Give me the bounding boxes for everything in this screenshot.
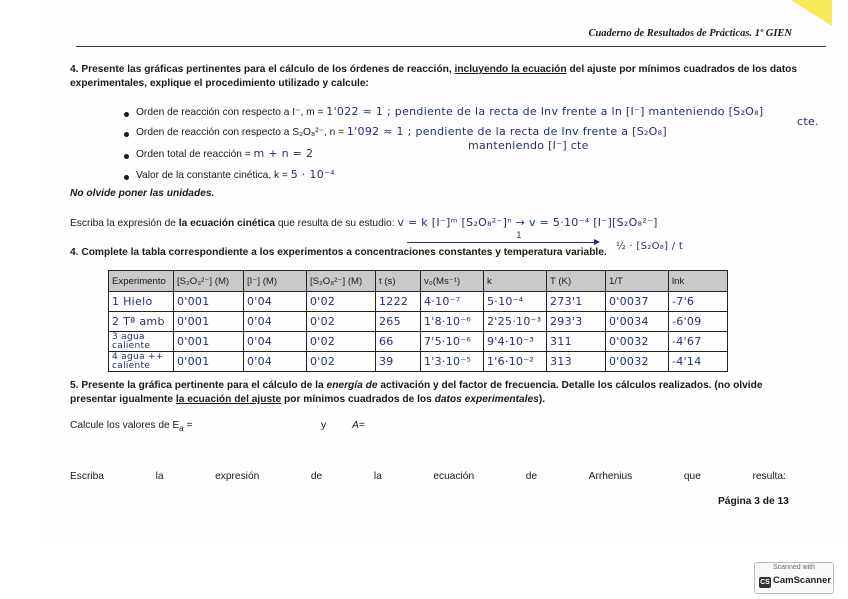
bullet-order-total xyxy=(136,147,313,162)
table-header-cell: [S₂O₈²⁻] (M) xyxy=(307,271,376,292)
bullet-dot xyxy=(124,132,129,137)
calc-ea-line xyxy=(70,419,193,436)
table-cell: 4·10⁻⁷ xyxy=(421,292,484,312)
q5-text-4: por mínimos cuadrados de los xyxy=(284,394,432,405)
page-total: 13 xyxy=(777,496,789,507)
bullet-dot xyxy=(124,154,129,159)
bullet-order-s2o8-answer: 1'092 ≈ 1 ; pendiente de la recta de lnv frente a [S₂O₈] xyxy=(346,125,667,138)
q4a-text-2: del ajuste por mínimos cuadrados de los datos xyxy=(569,64,798,75)
q5-number: 5. xyxy=(70,380,79,391)
camscanner-logo-icon: CS xyxy=(760,579,770,586)
table-cell: -6'09 xyxy=(669,312,728,332)
bullet-dot xyxy=(124,175,129,180)
table-cell: 293'3 xyxy=(547,312,606,332)
kinetic-equation-answer: v = k [I⁻]ᵐ [S₂O₈²⁻]ⁿ → v = 5·10⁻⁴ [I⁻][S₂O₈²⁻] xyxy=(397,216,658,229)
calc-ea-prefix: Calcule los valores de E xyxy=(70,420,180,431)
q5-text-italic-2: datos experimentales xyxy=(434,394,539,405)
q4a-text-underlined: incluyendo la ecuación xyxy=(454,64,567,75)
table-header-cell: k xyxy=(484,271,547,292)
table-cell: 0'04 xyxy=(244,352,307,372)
table-cell: 313 xyxy=(547,352,606,372)
table-cell: 0'02 xyxy=(307,312,376,332)
arrhenius-line xyxy=(70,470,786,484)
units-reminder: No olvide poner las unidades. xyxy=(70,188,215,199)
table-cell: 0'001 xyxy=(174,332,244,352)
table-header-cell: Experimento xyxy=(109,271,174,292)
kinetic-prefix: Escriba la expresión de xyxy=(70,218,176,229)
table-cell: 0'001 xyxy=(174,312,244,332)
table-cell: 9'4·10⁻³ xyxy=(484,332,547,352)
table-cell: 311 xyxy=(547,332,606,352)
bullet-order-total-label: Orden total de reacción = xyxy=(136,149,251,160)
header-rule xyxy=(76,46,826,47)
table-header-cell: [I⁻] (M) xyxy=(244,271,307,292)
q5-paragraph xyxy=(70,379,790,407)
table-header-cell: T (K) xyxy=(547,271,606,292)
table-cell: 39 xyxy=(376,352,421,372)
arrhenius-word: que xyxy=(683,471,701,482)
table-header-cell: v₀(Ms⁻¹) xyxy=(421,271,484,292)
kinetic-bold: la ecuación cinética xyxy=(178,218,276,229)
calc-a-label: A= xyxy=(352,420,365,431)
table-header-cell: lnk xyxy=(669,271,728,292)
table-cell: 2'25·10⁻³ xyxy=(484,312,547,332)
table-row xyxy=(109,352,728,372)
bullet-order-s2o8 xyxy=(136,125,667,140)
calc-ea-sub: a xyxy=(179,424,184,434)
arrhenius-word: expresión xyxy=(215,471,260,482)
q5-text-italic: energía de xyxy=(326,380,378,391)
table-cell: 0'04 xyxy=(244,332,307,352)
table-cell: 273'1 xyxy=(547,292,606,312)
q4a-text-3: experimentales, explique el procedimiento utilizado y calcule: xyxy=(70,78,369,89)
q4a-text-1: Presente las gráficas pertinentes para el cálculo de los órdenes de reacción, xyxy=(81,64,452,75)
table-cell: 0'02 xyxy=(307,332,376,352)
table-cell: 1 Hielo xyxy=(109,292,174,312)
q4b-number: 4. xyxy=(70,247,79,258)
annotation-top: 1 xyxy=(516,231,523,241)
arrhenius-word: la xyxy=(373,471,382,482)
table-cell: 66 xyxy=(376,332,421,352)
arrhenius-word: de xyxy=(525,471,538,482)
bullet-order-i-answer-cont: cte. xyxy=(797,115,819,128)
table-header-cell: 1/T xyxy=(606,271,669,292)
table-header-cell: t (s) xyxy=(376,271,421,292)
table-cell: -4'67 xyxy=(669,332,728,352)
table-cell: 3 agua caliente xyxy=(109,332,174,352)
table-row xyxy=(109,312,728,332)
page-header: Cuaderno de Resultados de Prácticas. 1º GIEN xyxy=(588,28,792,39)
q5-text-2: activación y del factor de frecuencia. Detalle los cálculos realizados. (no olvide xyxy=(380,380,763,391)
scanner-line1: Scanned with xyxy=(772,564,816,571)
arrhenius-word: de xyxy=(310,471,323,482)
bullet-order-total-answer: m + n = 2 xyxy=(253,147,314,160)
bullet-order-s2o8-label: Orden de reacción con respecto a S₂O₈²⁻, n = xyxy=(136,127,345,138)
q4b-text: Complete la tabla correspondiente a los experimentos a concentraciones constantes y temperatura variable. xyxy=(81,247,607,258)
table-cell: 265 xyxy=(376,312,421,332)
page-number xyxy=(718,495,789,509)
kinetic-equation-line xyxy=(70,216,840,231)
table-row xyxy=(109,292,728,312)
arrhenius-word: Escriba xyxy=(70,471,104,482)
bullet-rate-constant-answer: 5 · 10⁻⁴ xyxy=(290,168,335,181)
table-cell: 0'02 xyxy=(307,352,376,372)
table-cell: 0'0034 xyxy=(606,312,669,332)
calc-ea-suffix: = xyxy=(183,420,193,431)
annotation-arrow xyxy=(407,242,597,243)
table-cell: 0'04 xyxy=(244,292,307,312)
table-cell: 0'0037 xyxy=(606,292,669,312)
bullet-dot xyxy=(124,112,129,117)
bullet-order-i-answer: 1'022 ≈ 1 ; pendiente de la recta de lnv frente a ln [I⁻] manteniendo [S₂O₈] xyxy=(326,105,764,118)
arrhenius-word: la xyxy=(155,471,164,482)
bullet-order-i-label: Orden de reacción con respecto a I⁻, m = xyxy=(136,107,324,118)
q4a-number: 4. xyxy=(70,64,79,75)
table-cell: 5·10⁻⁴ xyxy=(484,292,547,312)
table-cell: 2 Tª amb xyxy=(109,312,174,332)
arrhenius-word: Arrhenius xyxy=(588,471,633,482)
q5-text-3: presentar igualmente xyxy=(70,394,174,405)
bullet-rate-constant-label: Valor de la constante cinética, k = xyxy=(136,170,288,181)
table-cell: -7'6 xyxy=(669,292,728,312)
table-cell: -4'14 xyxy=(669,352,728,372)
kinetic-suffix: que resulta de su estudio: xyxy=(277,218,395,229)
bullet-order-s2o8-answer-cont: manteniendo [I⁻] cte xyxy=(468,139,589,152)
table-cell: 0'02 xyxy=(307,292,376,312)
q5-text-1: Presente la gráfica pertinente para el cálculo de la xyxy=(81,380,324,391)
q5-text-underlined: la ecuación del ajuste xyxy=(175,394,282,405)
camscanner-watermark xyxy=(754,562,834,594)
table-header-row xyxy=(109,271,728,292)
arrhenius-word: resulta: xyxy=(752,471,786,482)
scanner-brand: CamScanner xyxy=(773,575,832,586)
table-cell: 0'0032 xyxy=(606,332,669,352)
annotation-fraction: ½ · [S₂O₈] / t xyxy=(616,241,684,252)
table-cell: 0'001 xyxy=(174,292,244,312)
table-cell: 1222 xyxy=(376,292,421,312)
q5-text-5: ). xyxy=(538,394,546,405)
table-cell: 4 agua ++ caliente xyxy=(109,352,174,372)
table-cell: 1'3·10⁻⁵ xyxy=(421,352,484,372)
experiments-table xyxy=(108,270,728,372)
table-cell: 0'04 xyxy=(244,312,307,332)
table-cell: 0'001 xyxy=(174,352,244,372)
calc-y: y xyxy=(321,420,327,431)
table-header-cell: [S₂O₃²⁻] (M) xyxy=(174,271,244,292)
table-cell: 1'6·10⁻² xyxy=(484,352,547,372)
annotation-arrowhead xyxy=(594,239,600,245)
q4b-paragraph xyxy=(70,246,610,260)
bullet-order-i xyxy=(136,105,763,120)
q4a-paragraph xyxy=(70,63,800,91)
table-cell: 7'5·10⁻⁶ xyxy=(421,332,484,352)
table-row xyxy=(109,332,728,352)
page-of: de xyxy=(762,496,775,507)
page-label: Página xyxy=(718,496,752,507)
table-cell: 1'8·10⁻⁶ xyxy=(421,312,484,332)
page-num: 3 xyxy=(754,496,760,507)
arrhenius-word: ecuación xyxy=(433,471,475,482)
table-cell: 0'0032 xyxy=(606,352,669,372)
bullet-rate-constant xyxy=(136,168,335,183)
